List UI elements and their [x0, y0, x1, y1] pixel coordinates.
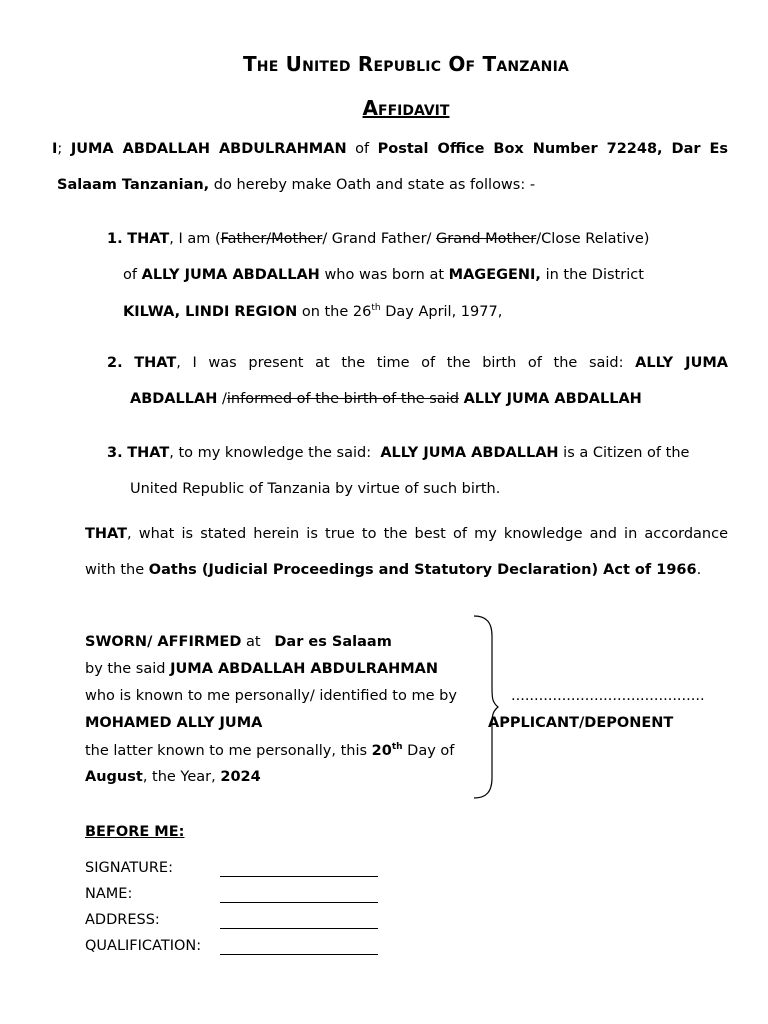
address-line — [220, 928, 378, 929]
signature-dots: .......................................... — [511, 688, 705, 704]
clause-2-text: , I was present at the time of the birth of the said: — [176, 355, 624, 371]
clause-2-child-name-3: ALLY JUMA ABDALLAH — [463, 391, 642, 407]
qualification-line — [220, 954, 378, 955]
clause-1-that: THAT — [127, 231, 170, 247]
clause-1-born: who was born at — [324, 267, 445, 283]
clause-1-date-b: Day April, 1977, — [385, 303, 503, 320]
clause-2-that: THAT — [134, 355, 177, 371]
curly-brace — [470, 614, 500, 800]
clause-2-number: 2. — [107, 355, 123, 371]
jurat-line-2 — [85, 661, 438, 677]
clause-3-child-name: ALLY JUMA ABDALLAH — [380, 445, 559, 461]
clause-2-strike: informed of the birth of the said — [226, 391, 459, 407]
intro-line-2 — [57, 177, 535, 193]
clause-2-line-2 — [130, 391, 642, 407]
jurat-place: Dar es Salaam — [274, 634, 392, 650]
jurat-month: August — [85, 769, 143, 785]
clause-3-text: , to my knowledge the said: — [169, 445, 372, 461]
jurat-year: 2024 — [220, 769, 261, 785]
clause-1-text-a: , I am ( — [169, 231, 221, 247]
field-name-label: NAME: — [85, 886, 133, 902]
oath-statement: do hereby make Oath and state as follows: - — [213, 177, 536, 193]
jurat-line-3: who is known to me personally/ identified to me by — [85, 688, 457, 704]
before-me-heading: BEFORE ME: — [85, 824, 185, 840]
pronoun: I — [52, 141, 58, 157]
field-signature-label: SIGNATURE: — [85, 860, 173, 876]
closing-line-1 — [85, 526, 728, 542]
clause-3-line-2: United Republic of Tanzania by virtue of such birth. — [130, 481, 501, 497]
deponent-name: JUMA ABDALLAH ABDULRAHMAN — [70, 141, 347, 157]
closing-that: THAT — [85, 526, 128, 542]
clause-1-of: of — [123, 267, 137, 283]
jurat-day-tail: Day of — [407, 742, 455, 759]
jurat-line-1 — [85, 634, 392, 650]
clause-1-text-b: / Grand Father/ — [322, 231, 437, 247]
clause-2-slash: / — [221, 391, 227, 407]
clause-3-that: THAT — [127, 445, 170, 461]
signature-line — [220, 876, 378, 877]
clause-3-tail: is a Citizen of the — [563, 445, 690, 461]
clause-1-line-1 — [107, 231, 649, 247]
clause-2-child-name: ALLY JUMA — [635, 355, 728, 371]
clause-1-number: 1. — [107, 231, 123, 247]
separator: ; — [57, 141, 63, 157]
jurat-deponent: JUMA ABDALLAH ABDULRAHMAN — [170, 661, 439, 677]
clause-1-region: KILWA, LINDI REGION — [123, 303, 298, 320]
jurat-identifier: MOHAMED ALLY JUMA — [85, 715, 263, 731]
closing-act: Oaths (Judicial Proceedings and Statutory Declaration) Act of 1966 — [148, 562, 697, 578]
clause-3-line-1 — [107, 445, 689, 461]
postal-address-cont: Salaam Tanzanian, — [57, 177, 210, 193]
clause-1-strike-2: Grand Mother — [436, 231, 537, 247]
clause-1-child-name: ALLY JUMA ABDALLAH — [141, 267, 320, 283]
jurat-day: 20 — [371, 742, 392, 759]
name-line — [220, 902, 378, 903]
document-title: Affidavit — [362, 96, 450, 120]
clause-1-district: in the District — [545, 267, 644, 283]
jurat-line-6 — [85, 769, 261, 785]
clause-2-child-name-2: ABDALLAH — [130, 391, 218, 407]
clause-1-line-2 — [123, 267, 644, 283]
of-word: of — [355, 141, 370, 157]
jurat-day-sup: th — [391, 742, 403, 752]
country-title: The United Republic Of Tanzania — [242, 52, 570, 76]
postal-address: Postal Office Box Number 72248, Dar Es — [377, 141, 729, 157]
field-address-label: ADDRESS: — [85, 912, 160, 928]
jurat-year-text: , the Year, — [142, 769, 216, 785]
field-qualification-label: QUALIFICATION: — [85, 938, 202, 954]
jurat-at: at — [245, 634, 261, 650]
jurat-latter: the latter known to me personally, this — [85, 742, 368, 759]
jurat-by: by the said — [85, 661, 166, 677]
clause-1-place: MAGEGENI, — [448, 267, 541, 283]
clause-1-date-sup: th — [371, 303, 381, 313]
applicant-deponent-label: APPLICANT/DEPONENT — [488, 715, 674, 731]
closing-with: with the — [85, 562, 145, 578]
jurat-sworn: SWORN/ AFFIRMED — [85, 634, 242, 650]
clause-3-number: 3. — [107, 445, 123, 461]
closing-line-2 — [85, 562, 701, 578]
closing-text: , what is stated herein is true to the best of my knowledge and in accordance — [127, 526, 728, 542]
closing-period: . — [696, 562, 702, 578]
intro-line-1 — [52, 141, 728, 157]
clause-1-date-a: on the 26 — [301, 303, 372, 320]
clause-2-line-1 — [107, 355, 728, 371]
clause-1-line-3 — [123, 303, 502, 320]
clause-1-text-c: /Close Relative) — [536, 231, 650, 247]
clause-1-strike-1: Father/Mother — [220, 231, 323, 247]
jurat-line-5 — [85, 742, 454, 759]
